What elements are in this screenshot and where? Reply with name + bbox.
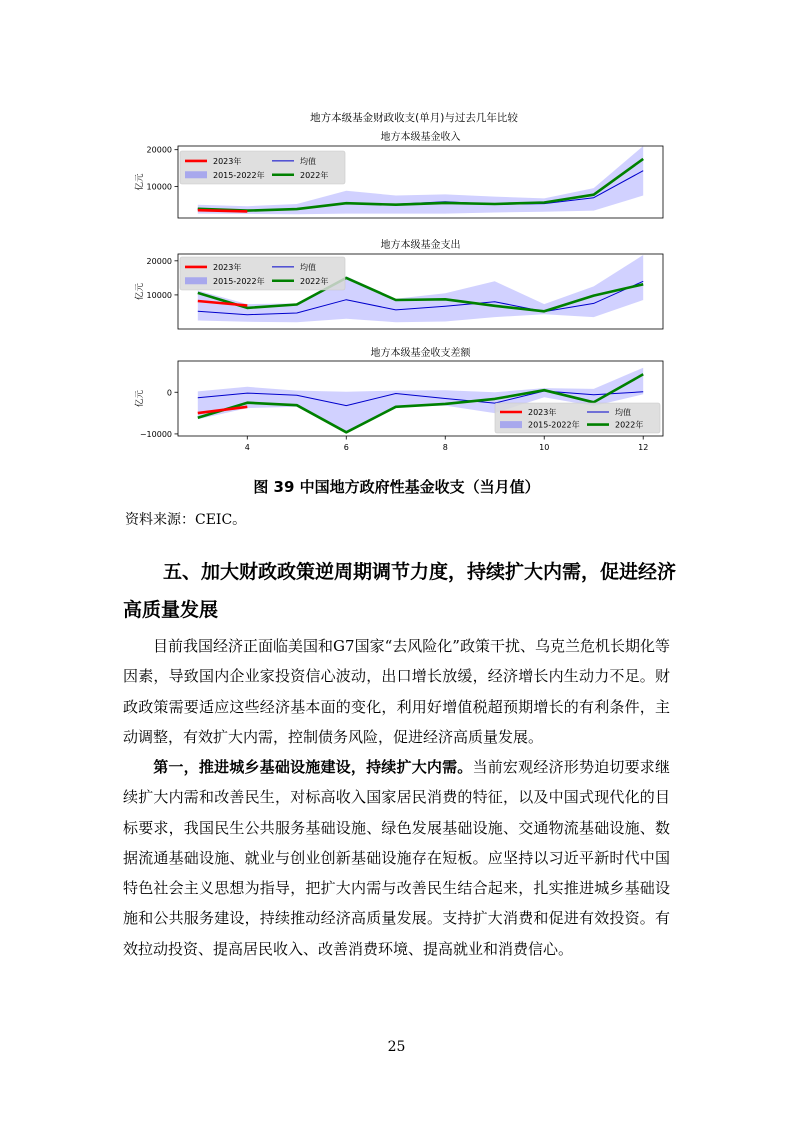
paragraph-2-text: 当前宏观经济形势迫切要求继续扩大内需和改善民生，对标高收入国家居民消费的特征，以及中国式现代化的目标要求，我国民生公共服务基础设施、绿色发展基础设施、交通物流基础设施、数据流通基础设施、就业与创业创新基础设施存在短板。应坚持以习近平新时代中国特色社会主义思想为指导，把扩大内需与改善民生结合起来，扎实推进城乡基础设施和公共服务建设，持续推动经济高质量发展。支持扩大消费和促进有效投资。有效拉动投资、提高居民收入、改善消费环境、提高就业和消费信心。 bbox=[123, 758, 670, 958]
legend-label: 2022年 bbox=[300, 170, 329, 180]
panel-title: 地方本级基金收支差额 bbox=[370, 348, 471, 359]
y-tick-label: 10000 bbox=[146, 290, 172, 300]
legend-label: 均值 bbox=[300, 156, 316, 166]
paragraph-2 bbox=[123, 752, 670, 964]
legend-label: 2023年 bbox=[528, 408, 557, 417]
x-tick-label: 4 bbox=[244, 443, 250, 452]
y-tick-label: 20000 bbox=[146, 256, 172, 266]
figure-caption: 图 39 中国地方政府性基金收支（当月值） bbox=[253, 478, 540, 496]
paragraph-1 bbox=[123, 631, 670, 752]
legend-label: 2023年 bbox=[213, 262, 242, 272]
section-heading bbox=[123, 553, 683, 629]
paragraph-1-text: 目前我国经济正面临美国和G7国家“去风险化”政策干扰、乌克兰危机长期化等因素，导致国内企业家投资信心波动，出口增长放缓，经济增长内生动力不足。财政政策需要适应这些经济基本面的变化，利用好增值税超预期增长的有利条件，主动调整，有效扩大内需，控制债务风险，促进经济高质量发展。 bbox=[123, 637, 670, 746]
legend-label: 均值 bbox=[300, 262, 316, 272]
chart-legend bbox=[495, 403, 660, 433]
y-tick-label: 0 bbox=[166, 388, 172, 398]
y-axis-label: 亿元 bbox=[135, 282, 145, 301]
page-number: 25 bbox=[387, 1039, 406, 1055]
legend-label: 2015-2022年 bbox=[213, 170, 265, 180]
chart-legend bbox=[180, 151, 345, 184]
series-line-2023 bbox=[198, 210, 248, 211]
figure-suptitle: 地方本级基金财政收支(单月)与过去几年比较 bbox=[310, 112, 518, 124]
y-tick-label: 20000 bbox=[146, 145, 172, 155]
legend-label: 2022年 bbox=[300, 276, 329, 286]
legend-label: 2022年 bbox=[615, 420, 644, 430]
section-heading-text: 五、加大财政政策逆周期调节力度，持续扩大内需，促进经济高质量发展 bbox=[123, 561, 677, 621]
y-axis-label: 亿元 bbox=[135, 173, 145, 191]
legend-swatch bbox=[185, 171, 207, 178]
y-tick-label: −10000 bbox=[139, 429, 172, 439]
chart-legend bbox=[180, 257, 345, 290]
x-tick-label: 8 bbox=[442, 443, 448, 452]
legend-swatch bbox=[500, 421, 522, 428]
panel-title: 地方本级基金支出 bbox=[380, 240, 461, 251]
x-tick-label: 6 bbox=[343, 443, 349, 452]
chart-panel-3 bbox=[134, 346, 663, 452]
legend-swatch bbox=[185, 277, 207, 284]
chart-panel-1 bbox=[134, 130, 663, 218]
figure-source: 资料来源：CEIC。 bbox=[125, 512, 247, 528]
paragraph-2-lead: 第一，推进城乡基础设施建设，持续扩大内需。 bbox=[153, 758, 473, 776]
chart-panel-2 bbox=[134, 238, 663, 329]
legend-label: 2015-2022年 bbox=[528, 420, 580, 430]
legend-label: 2015-2022年 bbox=[213, 276, 265, 286]
x-tick-label: 10 bbox=[539, 443, 550, 452]
legend-label: 2023年 bbox=[213, 156, 242, 166]
y-axis-label: 亿元 bbox=[135, 389, 145, 408]
fund-chart-figure bbox=[0, 0, 793, 470]
y-tick-label: 10000 bbox=[146, 182, 172, 192]
legend-label: 均值 bbox=[615, 408, 631, 417]
panel-title: 地方本级基金收入 bbox=[380, 132, 461, 143]
x-tick-label: 12 bbox=[638, 443, 649, 452]
